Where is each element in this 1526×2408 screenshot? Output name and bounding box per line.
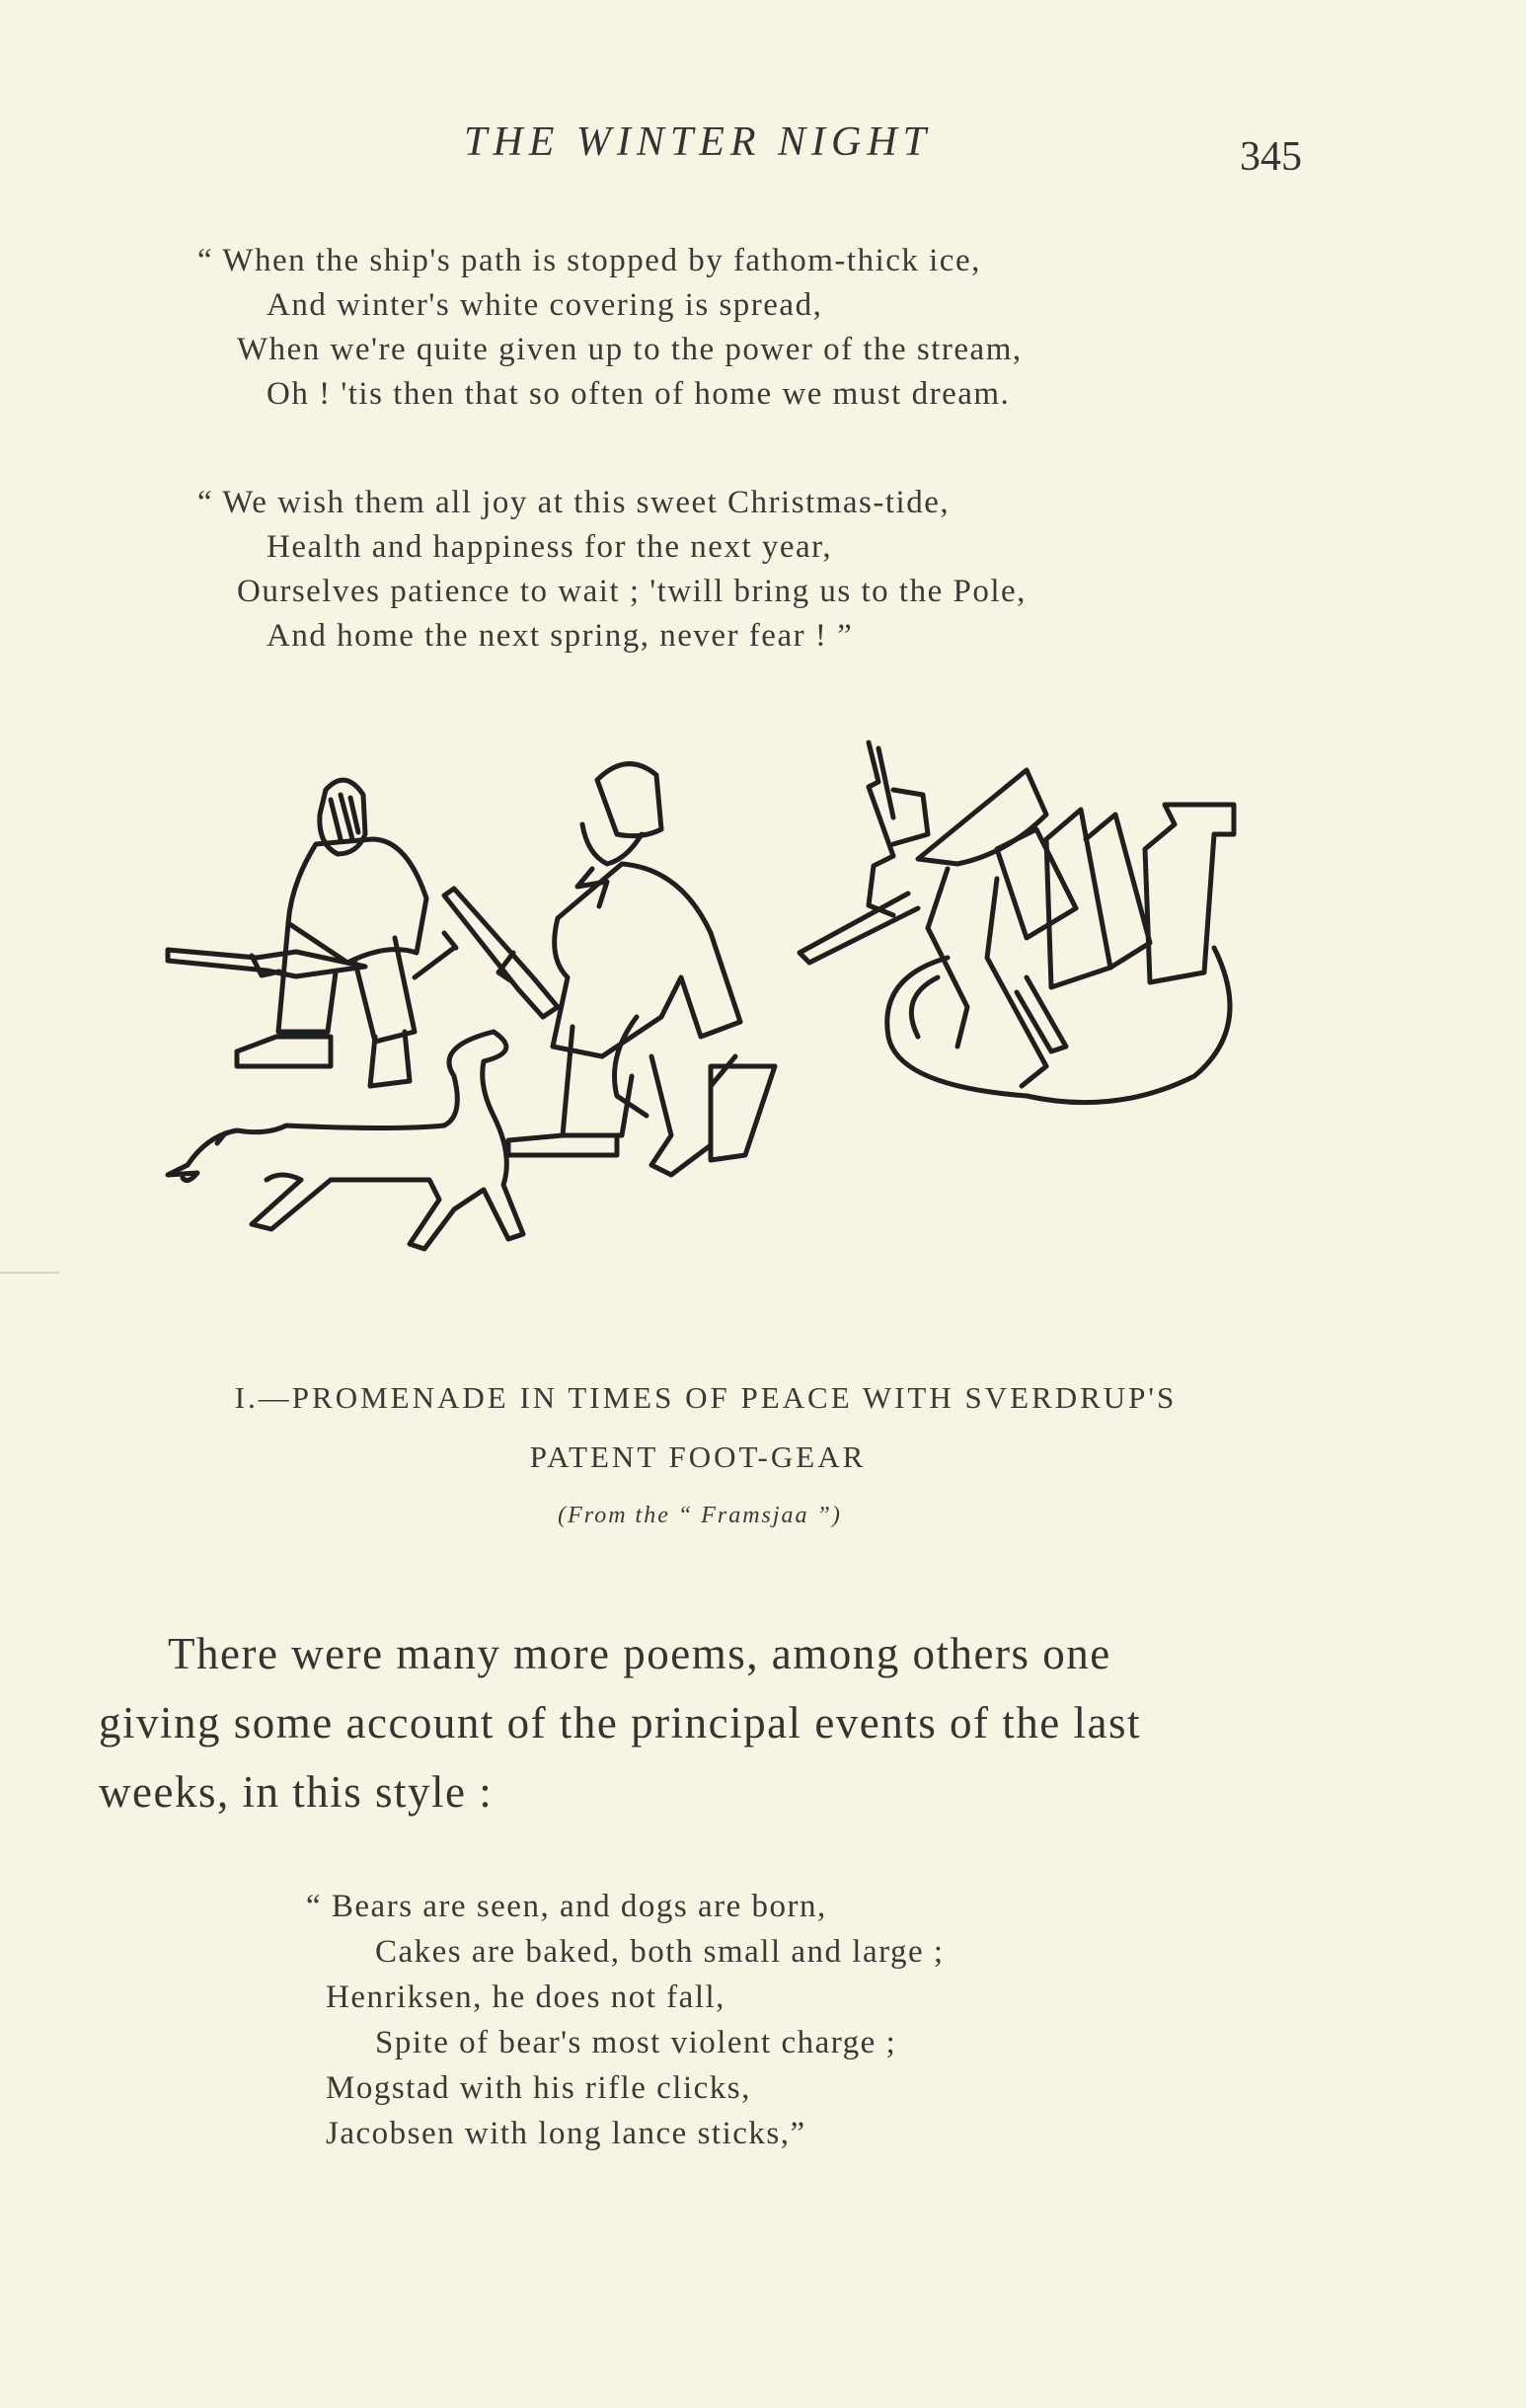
verse-line: And home the next spring, never fear ! ” [267, 618, 854, 654]
verse-line: “ We wish them all joy at this sweet Christmas-tide, [197, 485, 951, 520]
upended-figure [800, 742, 1234, 1103]
verse-line: Ourselves patience to wait ; 'twill bring us to the Pole, [237, 574, 1027, 609]
figure-caption-line-1: I.—PROMENADE IN TIMES OF PEACE WITH SVERDRUP'S [234, 1380, 1178, 1415]
verse-line: Cakes are baked, both small and large ; [375, 1934, 945, 1970]
poem-stanza-2 [197, 481, 1027, 659]
paragraph-line: giving some account of the principal events of the last [99, 1698, 1141, 1748]
poem-stanza-1 [197, 239, 1023, 417]
figure-caption-source: (From the “ Framsjaa ”) [558, 1503, 842, 1528]
verse-line: Mogstad with his rifle clicks, [326, 2070, 751, 2106]
paragraph-line: weeks, in this style : [99, 1767, 494, 1817]
verse-line: Henriksen, he does not fall, [326, 1980, 725, 2015]
body-paragraph [99, 1619, 1308, 1826]
paragraph-line: There were many more poems, among others one [168, 1629, 1111, 1678]
margin-mark [0, 1272, 59, 1274]
verse-line: Health and happiness for the next year, [267, 529, 833, 565]
sketch-illustration-icon [158, 731, 1254, 1343]
verse-line: Spite of bear's most violent charge ; [375, 2025, 897, 2060]
verse-line: When we're quite given up to the power of the stream, [237, 332, 1023, 367]
hooded-man-figure [168, 780, 456, 1086]
dog-figure [168, 1032, 523, 1249]
figure-caption-line-2: PATENT FOOT-GEAR [529, 1439, 867, 1474]
verse-line: Oh ! 'tis then that so often of home we must dream. [267, 376, 1011, 412]
poem-stanza-3 [306, 1884, 945, 2156]
running-title: THE WINTER NIGHT [464, 119, 933, 165]
page-number: 345 [1240, 134, 1302, 180]
verse-line: And winter's white covering is spread, [267, 287, 823, 323]
verse-line: “ Bears are seen, and dogs are born, [306, 1889, 827, 1924]
verse-line: Jacobsen with long lance sticks,” [326, 2116, 806, 2151]
verse-line: “ When the ship's path is stopped by fathom-thick ice, [197, 243, 981, 278]
